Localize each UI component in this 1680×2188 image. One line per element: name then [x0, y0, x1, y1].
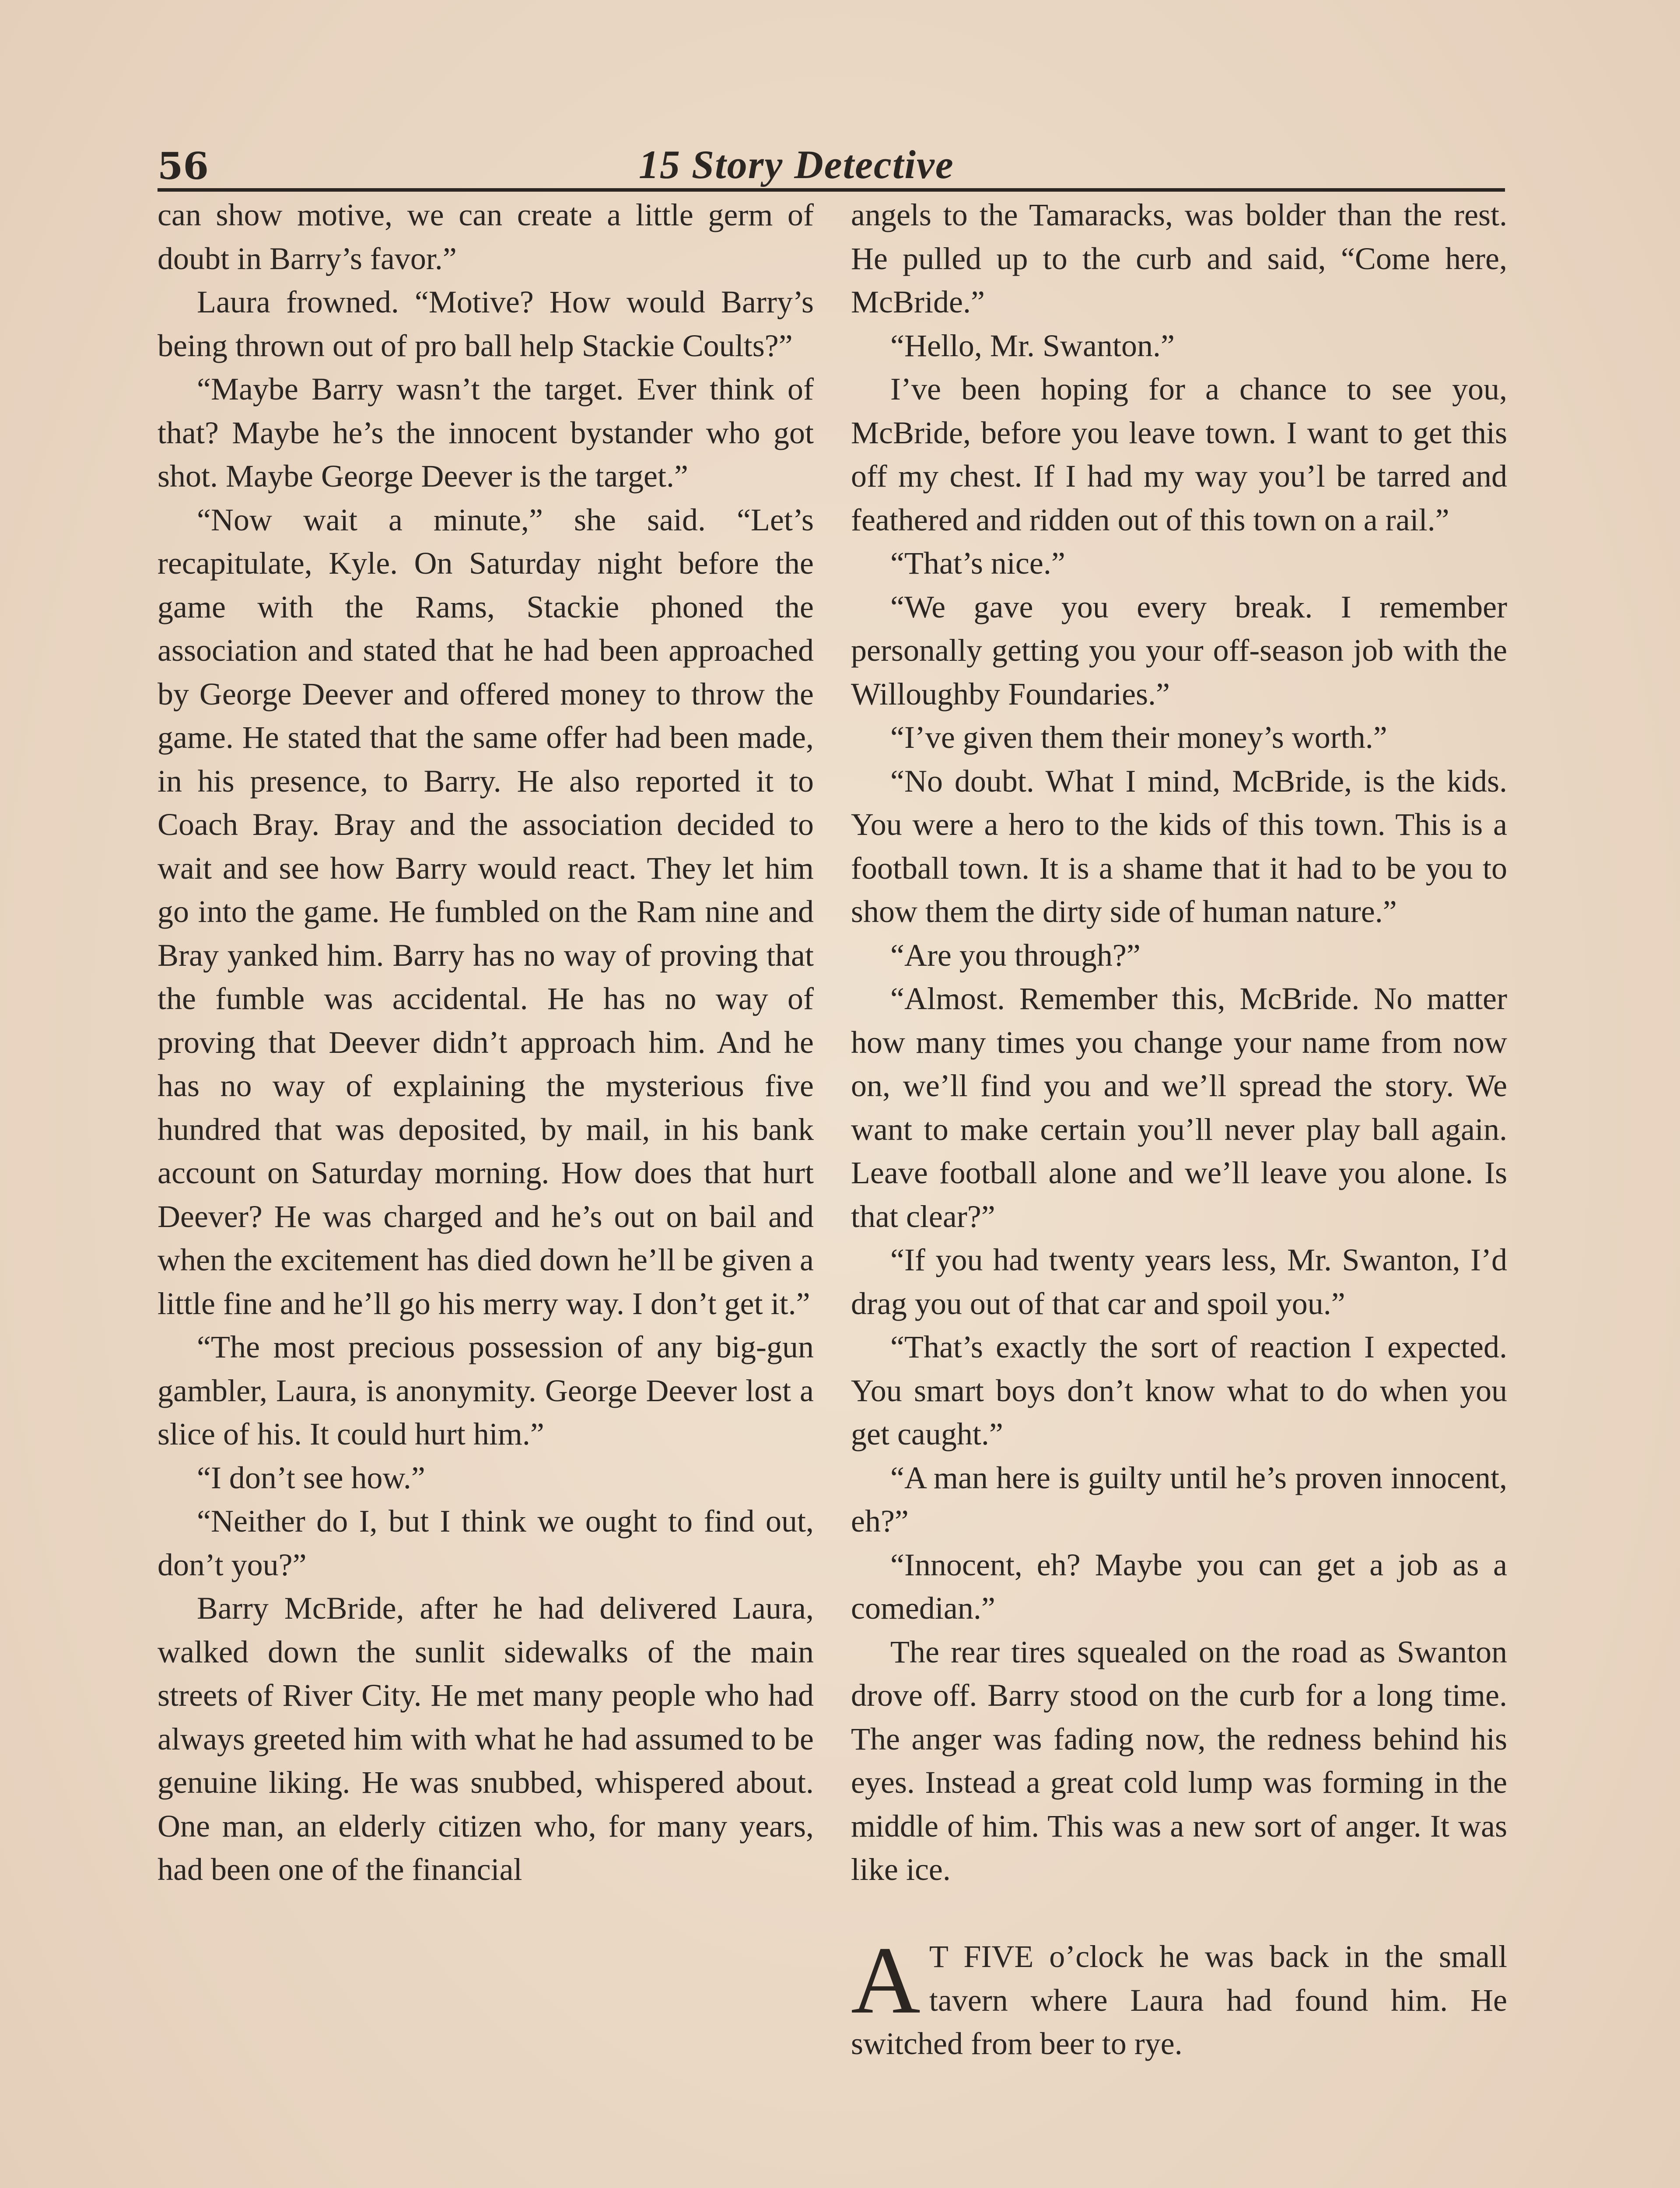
paragraph: “If you had twenty years less, Mr. Swanton, I’d drag you out of that car and spoil you.”: [851, 1242, 1507, 1321]
paragraph: Laura frowned. “Motive? How would Barry’s being thrown out of pro ball help Stackie Coults?”: [158, 284, 814, 363]
right-column: [851, 193, 1507, 2188]
left-column: [158, 193, 814, 2188]
paragraph: “Maybe Barry wasn’t the target. Ever think of that? Maybe he’s the innocent bystander who got shot. Maybe George Deever is the target.”: [158, 372, 814, 494]
paragraph: “No doubt. What I mind, McBride, is the kids. You were a hero to the kids of this town. This is a football town. It is a shame that it had to be you to show them the dirty side of human nature.”: [851, 763, 1507, 929]
paragraph: Barry McBride, after he had delivered Laura, walked down the sunlit sidewalks of the main streets of River City. He met many people who had always greeted him with what he had assumed to be genuine liking. He was snubbed, whispered about. One man, an elderly citizen who, for many years, had been one of the financial: [158, 1591, 814, 1887]
drop-cap: A: [851, 1927, 920, 2034]
paragraph: “We gave you every break. I remember personally getting you your off-season job with the Willoughby Foundaries.”: [851, 589, 1507, 712]
paragraph: “Hello, Mr. Swanton.”: [890, 328, 1175, 363]
paragraph: “Innocent, eh? Maybe you can get a job as a comedian.”: [851, 1547, 1507, 1626]
paragraph: I’ve been hoping for a chance to see you, McBride, before you leave town. I want to get this off my chest. If I had my way you’l be tarred and feathered and ridden out of this town on a rail.”: [851, 372, 1507, 537]
paragraph: “That’s nice.”: [890, 546, 1065, 581]
paragraph: “I’ve given them their money’s worth.”: [890, 720, 1387, 755]
right-column-paragraphs: [851, 193, 1507, 1892]
paragraph: can show motive, we can create a little germ of doubt in Barry’s favor.”: [158, 197, 814, 276]
paragraph: “I don’t see how.”: [197, 1460, 425, 1495]
paragraph: The rear tires squealed on the road as Swanton drove off. Barry stood on the curb for a long time. The anger was fading now, the redness behind his eyes. Instead a great cold lump was forming in the middle of him. This was a new sort of anger. It was like ice.: [851, 1634, 1507, 1887]
paragraph: angels to the Tamaracks, was bolder than the rest. He pulled up to the curb and said, “Come here, McBride.”: [851, 197, 1507, 319]
section-opening-text: T FIVE o’clock he was back in the small tavern where Laura had found him. He switched from beer to rye.: [851, 1939, 1507, 2061]
section-opening-paragraph: [851, 1927, 1507, 2066]
paragraph: “The most precious possession of any big-gun gambler, Laura, is anonymity. George Deever lost a slice of his. It could hurt him.”: [158, 1329, 814, 1452]
paragraph: “Are you through?”: [890, 937, 1141, 973]
page-number: 56: [158, 144, 209, 188]
magazine-title: 15 Story Detective: [639, 142, 954, 187]
paragraph: “Neither do I, but I think we ought to find out, don’t you?”: [158, 1504, 814, 1582]
paragraph: “A man here is guilty until he’s proven innocent, eh?”: [851, 1460, 1507, 1539]
page-header: [158, 131, 1505, 192]
paragraph: “Now wait a minute,” she said. “Let’s recapitulate, Kyle. On Saturday night before the game with the Rams, Stackie phoned the association and stated that he had been approached by George Deever and offered money to throw the game. He stated that the same offer had been made, in his presence, to Barry. He also reported it to Coach Bray. Bray and the association decided to wait and see how Barry would react. They let him go into the game. He fumbled on the Ram nine and Bray yanked him. Barry has no way of proving that the fumble was accidental. He has no way of proving that Deever didn’t approach him. And he has no way of explaining the mysterious five hundred that was deposited, by mail, in his bank account on Saturday morning. How does that hurt Deever? He was charged and he’s out on bail and when the excitement has died down he’ll be given a little fine and he’ll go his merry way. I don’t get it.”: [158, 502, 814, 1321]
paragraph: “That’s exactly the sort of reaction I expected. You smart boys don’t know what to do when you get caught.”: [851, 1329, 1507, 1452]
paragraph: “Almost. Remember this, McBride. No matter how many times you change your name from now on, we’ll find you and we’ll spread the story. We want to make certain you’ll never play ball again. Leave football alone and we’ll leave you alone. Is that clear?”: [851, 981, 1507, 1234]
section-gap: [851, 1892, 1507, 1936]
